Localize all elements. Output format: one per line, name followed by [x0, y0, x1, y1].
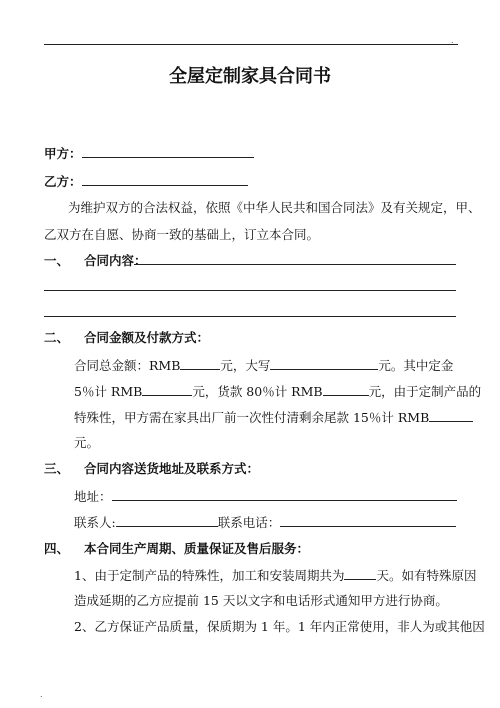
address-row: [74, 488, 457, 505]
intro-line-1: 为维护双方的合法权益，依照《中华人民共和国合同法》及有关规定，甲、: [68, 200, 481, 215]
amount-line-2: [74, 383, 481, 400]
balance-label: 特殊性，甲方需在家具出厂前一次性付清剩余尾款 15％计 RMB: [74, 410, 430, 425]
custom-product-text: 元，由于定制产品的: [368, 384, 482, 399]
section-4-number: 四、: [44, 541, 70, 556]
party-b-label: 乙方：: [44, 174, 82, 189]
party-b-field[interactable]: [82, 173, 248, 186]
deposit-field[interactable]: [142, 383, 192, 396]
section-2-heading: [44, 330, 209, 346]
capital-amount-field[interactable]: [270, 357, 378, 370]
party-a-row: [44, 145, 254, 162]
cycle-line-2: 造成延期的乙方应提前 15 天以文字和电话形式通知甲方进行协商。: [74, 593, 448, 608]
address-label: 地址：: [74, 489, 112, 504]
amount-line-3: [74, 409, 473, 426]
cycle-text-end: 天。如有特殊原因: [376, 568, 477, 583]
section-4-heading: [44, 541, 309, 557]
contact-field[interactable]: [116, 514, 218, 527]
corner-mark: .: [451, 36, 454, 45]
contact-row: [74, 514, 456, 531]
party-a-label: 甲方：: [44, 146, 82, 161]
section-1-number: 一、: [44, 253, 70, 268]
deposit-label: 5％计 RMB: [74, 384, 143, 399]
capital-amount-label: 元，大写: [220, 358, 271, 373]
section-3-number: 三、: [44, 461, 70, 476]
payment-field[interactable]: [323, 383, 369, 396]
party-a-field[interactable]: [82, 145, 254, 158]
contact-label: 联系人:: [74, 515, 116, 530]
section-4-title: 本合同生产周期、质量保证及售后服务：: [84, 541, 310, 556]
section-3-heading: [44, 461, 259, 477]
phone-label: 联系电话：: [217, 515, 281, 530]
section-2-number: 二、: [44, 330, 70, 345]
total-amount-field[interactable]: [180, 357, 220, 370]
corner-mark: .: [40, 690, 43, 699]
section-3-title: 合同内容送货地址及联系方式：: [84, 461, 260, 476]
header-rule: [44, 44, 458, 45]
section-2-title: 合同金额及付款方式：: [84, 330, 210, 345]
total-amount-label: 合同总金额：RMB: [74, 358, 181, 373]
address-field[interactable]: [112, 488, 457, 501]
cycle-text: 1、由于定制产品的特殊性，加工和安装周期共为: [74, 568, 345, 583]
section-1-field-line[interactable]: [134, 264, 456, 265]
document-title: 全屋定制家具合同书: [169, 66, 331, 87]
phone-field[interactable]: [280, 514, 456, 527]
section-1-field-line[interactable]: [44, 316, 456, 317]
cycle-line-1: [74, 567, 476, 584]
balance-field[interactable]: [429, 409, 473, 422]
intro-line-2: 乙双方在自愿、协商一致的基础上，订立本合同。: [44, 227, 320, 242]
party-b-row: [44, 173, 248, 190]
amount-line-4: 元。: [74, 435, 100, 450]
section-1-title: 合同内容：: [84, 253, 147, 268]
payment-label: 元，货款 80％计 RMB: [192, 384, 323, 399]
amount-line-1: [74, 357, 453, 374]
cycle-days-field[interactable]: [344, 567, 376, 580]
warranty-line: 2、乙方保证产品质量，保质期为 1 年。1 年内正常使用，非人为或其他因: [74, 619, 485, 634]
section-1-heading: [44, 253, 147, 269]
deposit-text: 元。其中定金: [378, 358, 454, 373]
section-1-field-line[interactable]: [44, 290, 456, 291]
